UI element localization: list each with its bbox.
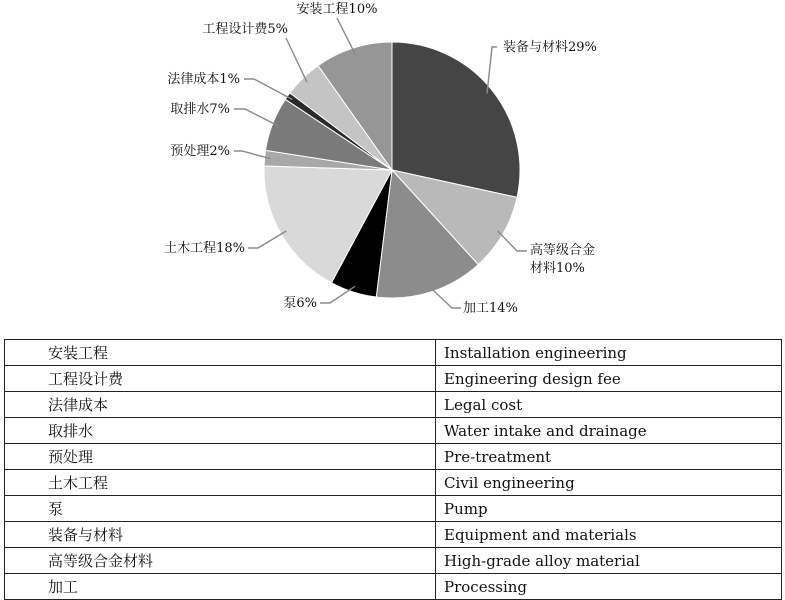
- legend-row: [5, 340, 782, 366]
- legend-chinese-term: 法律成本: [5, 392, 436, 418]
- legend-chinese-term: 安装工程: [5, 340, 436, 366]
- legend-row: [5, 418, 782, 444]
- legend-row: [5, 366, 782, 392]
- legend-english-term: Water intake and drainage: [436, 418, 782, 444]
- slice-label: 工程设计费5%: [202, 22, 288, 37]
- legend-english-term: Pump: [436, 496, 782, 522]
- legend-english-term: Engineering design fee: [436, 366, 782, 392]
- legend-row: [5, 548, 782, 574]
- leader-line: [286, 38, 307, 82]
- legend-table: [4, 339, 782, 600]
- slice-label: 加工14%: [463, 301, 518, 316]
- pie-slices: [264, 42, 520, 298]
- legend-row: [5, 574, 782, 600]
- legend-chinese-term: 高等级合金材料: [5, 548, 436, 574]
- legend-row: [5, 470, 782, 496]
- legend-row: [5, 444, 782, 470]
- legend-chinese-term: 土木工程: [5, 470, 436, 496]
- leader-line: [234, 109, 278, 126]
- legend-row: [5, 392, 782, 418]
- legend-chinese-term: 加工: [5, 574, 436, 600]
- legend-english-term: Civil engineering: [436, 470, 782, 496]
- legend-english-term: Processing: [436, 574, 782, 600]
- legend-row: [5, 522, 782, 548]
- legend-chinese-term: 预处理: [5, 444, 436, 470]
- slice-label: 预处理2%: [170, 144, 230, 159]
- legend-chinese-term: 取排水: [5, 418, 436, 444]
- slice-label: 安装工程10%: [296, 2, 378, 17]
- legend-row: [5, 496, 782, 522]
- legend-english-term: Installation engineering: [436, 340, 782, 366]
- legend-english-term: Equipment and materials: [436, 522, 782, 548]
- legend-english-term: High-grade alloy material: [436, 548, 782, 574]
- slice-label: 法律成本1%: [167, 72, 240, 87]
- legend-chinese-term: 工程设计费: [5, 366, 436, 392]
- legend-english-term: Legal cost: [436, 392, 782, 418]
- slice-label: 泵6%: [283, 296, 317, 311]
- legend-chinese-term: 装备与材料: [5, 522, 436, 548]
- legend-chinese-term: 泵: [5, 496, 436, 522]
- legend-english-term: Pre-treatment: [436, 444, 782, 470]
- slice-label: 取排水7%: [170, 102, 230, 117]
- slice-label: 材料10%: [530, 261, 585, 276]
- leader-line: [244, 79, 292, 100]
- slice-label: 高等级合金: [530, 243, 596, 258]
- slice-label: 装备与材料29%: [503, 40, 597, 55]
- slice-label: 土木工程18%: [164, 241, 245, 256]
- leader-line: [337, 18, 355, 54]
